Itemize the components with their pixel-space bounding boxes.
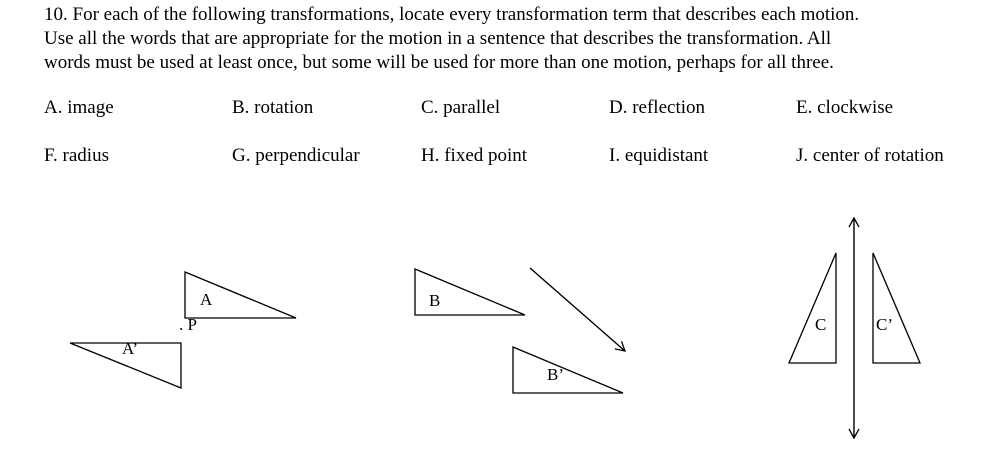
point-p-label: . P	[179, 315, 197, 334]
triangle-c	[789, 253, 836, 363]
rotation-figure	[70, 272, 296, 388]
term-a: A. image	[44, 97, 114, 118]
label-b: B	[429, 291, 441, 310]
term-b: B. rotation	[232, 97, 314, 118]
term-j: J. center of rotation	[796, 145, 944, 166]
label-c-prime: C’	[876, 315, 893, 334]
label-c: C	[815, 315, 827, 334]
label-b-prime: B’	[547, 365, 564, 384]
question-line-1: For each of the following transformations, locate every transformation term that describes each motion.	[72, 4, 860, 25]
term-c: C. parallel	[421, 97, 501, 118]
term-f: F. radius	[44, 145, 109, 166]
triangle-c-prime	[873, 253, 920, 363]
term-e: E. clockwise	[796, 97, 894, 118]
term-d: D. reflection	[609, 97, 706, 118]
term-h: H. fixed point	[421, 145, 528, 166]
translation-figure	[415, 268, 625, 393]
reflection-figure	[789, 218, 920, 438]
label-a-prime: A’	[122, 339, 139, 358]
term-i: I. equidistant	[609, 145, 709, 166]
question-number: 10.	[44, 4, 68, 25]
question-line-3: words must be used at least once, but some will be used for more than one motion, perhaps for all three.	[44, 52, 834, 73]
label-a: A	[200, 290, 213, 309]
term-g: G. perpendicular	[232, 145, 360, 166]
question-line-2: Use all the words that are appropriate for the motion in a sentence that describes the transformation. All	[44, 28, 832, 49]
triangle-b-prime	[513, 347, 623, 393]
translation-arrow	[530, 268, 625, 351]
